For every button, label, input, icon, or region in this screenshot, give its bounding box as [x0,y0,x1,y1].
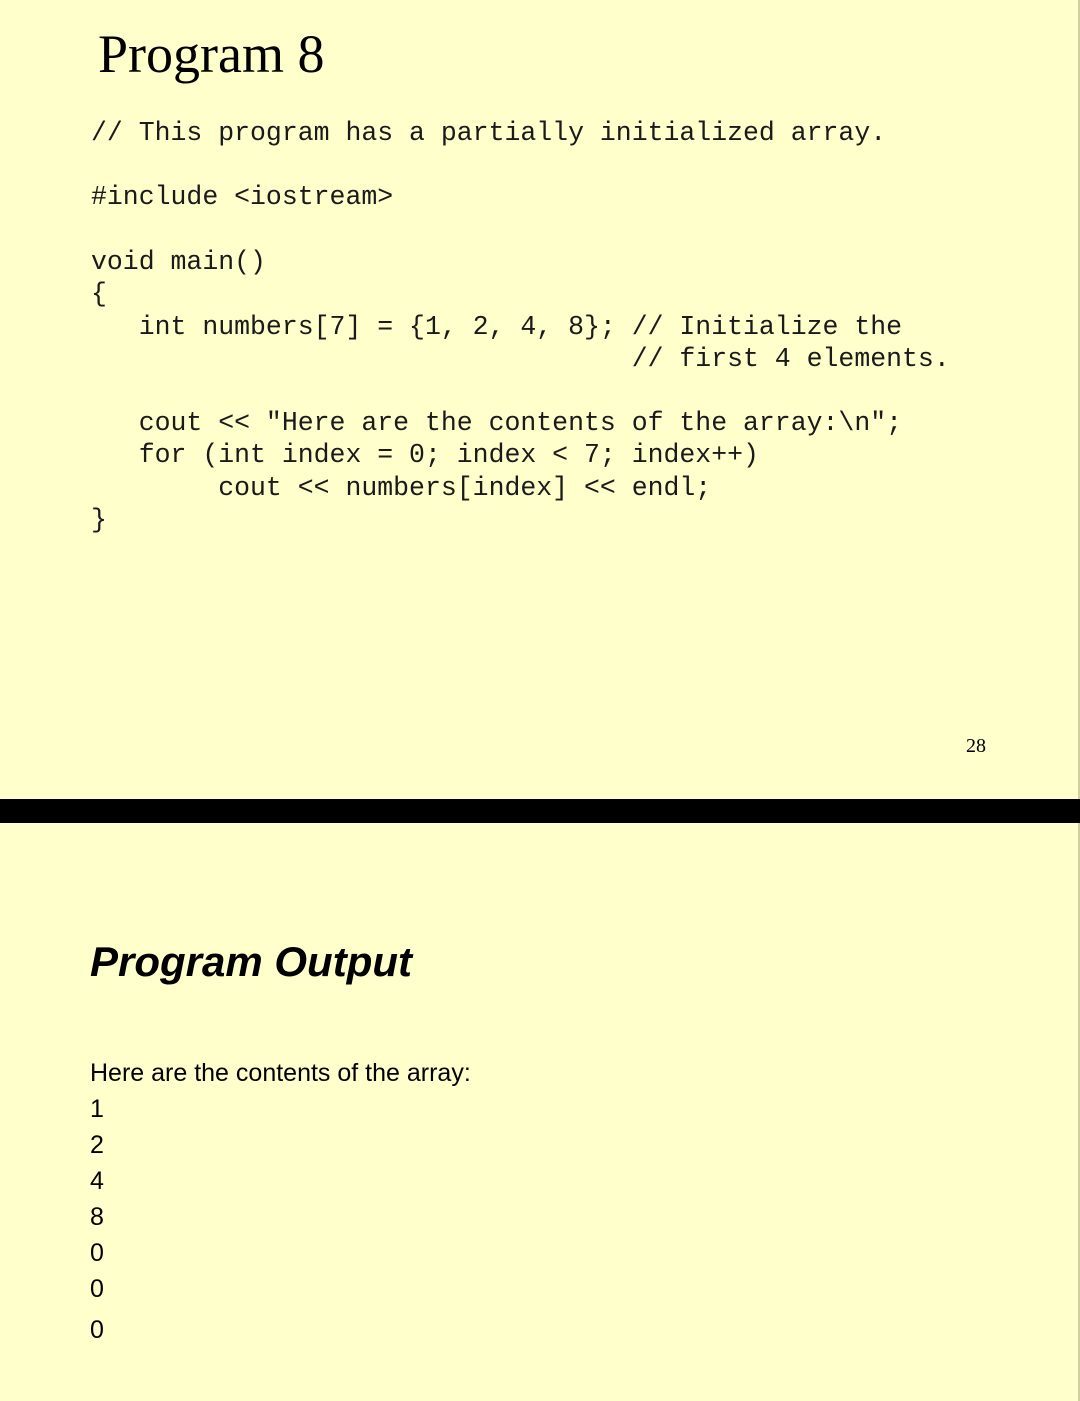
output-line-value: 0 [90,1275,104,1303]
output-line-value: 2 [90,1131,104,1159]
slide-title: Program 8 [98,24,325,84]
output-line-value: 1 [90,1095,104,1123]
code-cout-header: cout << "Here are the contents of the array:\n"; [91,408,903,438]
code-cout-element: cout << numbers[index] << endl; [91,473,712,503]
code-for-loop: for (int index = 0; index < 7; index++) [91,440,759,470]
code-open-brace: { [91,279,107,309]
code-array-declaration: int numbers[7] = {1, 2, 4, 8}; // Initialize the [91,312,903,342]
page-number: 28 [966,735,986,757]
slide-program-output [0,823,1080,1401]
slide-divider [0,799,1080,823]
output-line-value: 0 [90,1239,104,1267]
code-comment-line: // This program has a partially initialized array. [91,118,887,148]
output-line-value: 4 [90,1167,104,1195]
code-array-comment: // first 4 elements. [91,344,950,374]
output-line-header: Here are the contents of the array: [90,1059,471,1087]
output-line-value: 0 [90,1316,104,1344]
output-line-value: 8 [90,1203,104,1231]
code-main-signature: void main() [91,247,266,277]
code-close-brace: } [91,505,107,535]
code-include-line: #include <iostream> [91,182,394,212]
output-heading: Program Output [90,938,412,985]
